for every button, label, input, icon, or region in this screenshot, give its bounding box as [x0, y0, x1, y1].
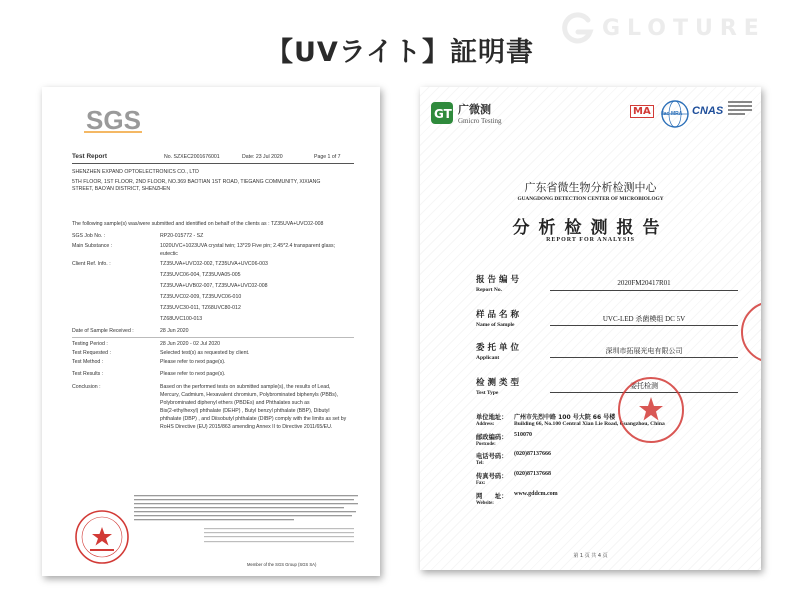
client-name: SHENZHEN EXPAND OPTOELECTRONICS CO., LTD: [72, 169, 199, 175]
report-number-value: 2020FM20417R01: [617, 279, 671, 287]
postcode-label: 邮政编码：: [476, 434, 508, 441]
brand-logo: [558, 10, 792, 48]
website-value: www.gddcm.com: [514, 491, 558, 497]
g-logo-icon: [558, 10, 598, 48]
substance-line-2: eutectic: [160, 251, 178, 257]
cn-analysis-report: [420, 87, 761, 570]
org-name-en: Gmicro Testing: [458, 117, 502, 125]
client-ref-2: TZ35UVC06-004, TZ35UVA05-005: [160, 272, 241, 278]
client-address-2: STREET, BAO'AN DISTRICT, SHENZHEN: [72, 186, 171, 192]
tel-value: (020)87137666: [514, 451, 551, 457]
fax-label: 传真号码：: [476, 473, 508, 480]
conclusion-line-4: Bis(2-ethylhexyl) phthalate (DEHP) , Butyl benzyl phthalate (BBP), Dibutyl: [160, 408, 330, 414]
cma-mark: MA: [630, 105, 654, 118]
cnas-mark: CNAS: [692, 105, 724, 117]
report-page: Page 1 of 7: [314, 154, 341, 160]
conclusion-line-1: Based on the performed tests on submitted sample(s), the results of Lead,: [160, 384, 331, 390]
cnas-accreditation-text: [728, 101, 752, 121]
applicant-value: 深圳市拓展光电有限公司: [605, 347, 683, 355]
sgs-test-report: [42, 87, 380, 576]
intro-text: The following sample(s) was/were submitted and identified on behalf of the clients as : TZ35UVA+UVC02-008: [72, 221, 324, 227]
field-label-en: Test Type: [476, 390, 499, 396]
svg-text:GT: GT: [434, 107, 452, 121]
report-title: Test Report: [72, 153, 108, 160]
field-label-cn: 委托单位: [476, 343, 523, 353]
org-name-cn: 广微测: [458, 103, 491, 116]
conclusion-line-5: phthalate (DBP) , and Diisobutyl phthalate (DIBP) comply with the limits as set by: [160, 416, 347, 422]
page-footer: 第 1 页 共 4 页: [573, 553, 608, 559]
results-value: Please refer to next page(s).: [160, 371, 226, 377]
client-ref-6: TZ68UVC100-013: [160, 316, 203, 322]
sgs-stamp-icon: [72, 507, 132, 567]
test-type-value: 委托检测: [630, 382, 658, 390]
client-ref-label: Client Ref. Info. :: [72, 261, 111, 267]
client-ref-1: TZ35UVA+UVC02-002, TZ35UVA+UVC06-003: [160, 261, 268, 267]
field-underline: [550, 325, 738, 326]
report-title-cn: 分析检测报告: [512, 218, 669, 238]
fax-label-en: Fax:: [476, 481, 486, 486]
postcode-label-en: Postcode:: [476, 442, 496, 447]
report-number: No. SZXEC2001676001: [164, 154, 220, 160]
method-value: Please refer to next page(s).: [160, 359, 226, 365]
signature-line: Member of the SGS Group (SGS SA): [247, 562, 317, 567]
results-label: Test Results :: [72, 371, 104, 377]
field-label-cn: 报告编号: [476, 275, 523, 285]
client-ref-3: TZ35UVA+UVB02-007, TZ35UVA+UVC02-008: [160, 283, 268, 289]
received-label: Date of Sample Received :: [72, 328, 134, 334]
center-name-cn: 广东省微生物分析检测中心: [524, 181, 657, 194]
postcode-value: 510070: [514, 432, 532, 438]
address-value-en: Building 66, No.100 Central Xian Lie Road, Guangzhou, China: [514, 421, 665, 427]
field-label-cn: 样品名称: [476, 310, 523, 320]
fine-print-block: [134, 495, 360, 555]
received-value: 28 Jun 2020: [160, 328, 189, 334]
official-seal-icon: [616, 375, 686, 445]
page-title: 【UVライト】証明書: [265, 37, 534, 68]
sgs-logo-text: SGS: [86, 105, 141, 135]
job-no-value: RP20-015772 - SZ: [160, 233, 204, 239]
client-address-1: 5TH FLOOR, 1ST FLOOR, 2ND FLOOR, NO.369 BAOTIAN 1ST ROAD, TIEGANG COMMUNITY, XIXIANG: [72, 179, 321, 185]
conclusion-line-3: Polybrominated diphenyl ethers (PBDEs) and Phthalates such as: [160, 400, 310, 406]
field-label-en: Applicant: [476, 355, 500, 361]
conclusion-label: Conclusion :: [72, 384, 101, 390]
field-label-en: Name of Sample: [476, 322, 515, 328]
requested-label: Test Requested :: [72, 350, 111, 356]
field-label-cn: 检测类型: [476, 378, 523, 388]
address-label: 单位地址：: [476, 414, 508, 421]
brand-name: GLOTURE: [602, 16, 766, 41]
sample-name-value: UVC-LED 杀菌模组 DC 5V: [602, 315, 686, 323]
period-value: 28 Jun 2020 - 02 Jul 2020: [160, 341, 220, 347]
sgs-logo-icon: [82, 101, 144, 137]
address-label-en: Address:: [476, 422, 495, 427]
edge-seal-icon: [738, 297, 761, 367]
address-value-cn: 广州市先烈中路 100 号大院 66 号楼: [514, 414, 616, 421]
period-label: Testing Period :: [72, 341, 108, 347]
conclusion-line-6: RoHS Directive (EU) 2015/863 amending Annex II to Directive 2011/65/EU.: [160, 424, 333, 430]
requested-value: Selected test(s) as requested by client.: [160, 350, 250, 356]
field-label-en: Report No.: [476, 287, 502, 293]
client-ref-4: TZ35UVC02-009, TZ35UVC06-010: [160, 294, 242, 300]
ilac-mra-label: ilac-MRA: [661, 111, 683, 117]
tel-label-en: Tel:: [476, 461, 484, 466]
gmicro-logo-icon: [430, 101, 454, 125]
field-underline: [550, 357, 738, 358]
website-label: 网 址：: [476, 493, 508, 500]
center-name-en: GUANGDONG DETECTION CENTER OF MICROBIOLOGY: [517, 196, 664, 202]
report-title-en: REPORT FOR ANALYSIS: [546, 237, 635, 243]
fax-value: (020)87137668: [514, 471, 551, 477]
substance-label: Main Substance :: [72, 243, 113, 249]
conclusion-line-2: Mercury, Cadmium, Hexavalent chromium, Polybrominated biphenyls (PBBs),: [160, 392, 339, 398]
divider: [72, 163, 354, 164]
field-underline: [550, 290, 738, 291]
tel-label: 电话号码：: [476, 453, 508, 460]
website-label-en: Website:: [476, 501, 494, 506]
substance-line-1: 1020UVC+1023UVA crystal twin; 13*29 Five pin; 2.45*2.4 transparent glass;: [160, 243, 336, 249]
job-no-label: SGS Job No. :: [72, 233, 106, 239]
report-date: Date: 23 Jul 2020: [242, 154, 283, 160]
client-ref-5: TZ35UVC30-011, TZ68UVC80-012: [160, 305, 241, 311]
divider: [72, 337, 354, 338]
method-label: Test Method :: [72, 359, 104, 365]
